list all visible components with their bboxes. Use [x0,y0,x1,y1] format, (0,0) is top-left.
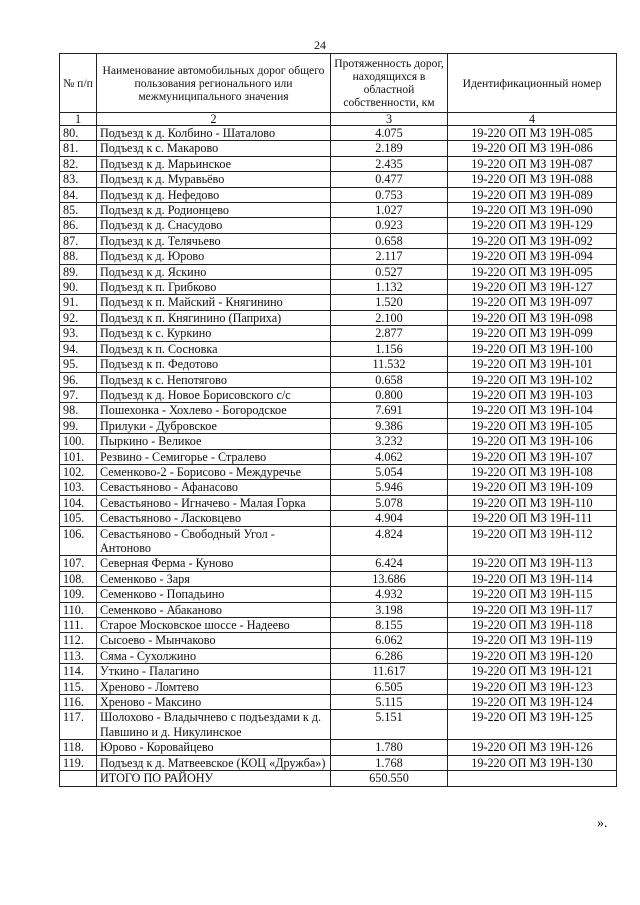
road-length: 11.532 [331,357,448,372]
table-row [60,464,617,479]
road-ident: 19-220 ОП МЗ 19Н-110 [448,495,617,510]
road-length: 7.691 [331,403,448,418]
road-name: Подъезд к д. Новое Борисовского с/с [97,387,331,402]
road-ident: 19-220 ОП МЗ 19Н-119 [448,633,617,648]
road-name: Подъезд к д. Нефедово [97,187,331,202]
road-length: 1.768 [331,755,448,770]
road-length: 1.780 [331,740,448,755]
row-number: 115. [60,679,97,694]
road-name: Севастьяново - Ласковцево [97,511,331,526]
row-number: 114. [60,664,97,679]
road-name: Сысоево - Мынчаково [97,633,331,648]
road-name: Подъезд к д. Юрово [97,249,331,264]
road-ident: 19-220 ОП МЗ 19Н-087 [448,156,617,171]
table-row [60,571,617,586]
road-length: 2.189 [331,141,448,156]
table-row [60,233,617,248]
road-name: Семенково - Абаканово [97,602,331,617]
road-length: 5.078 [331,495,448,510]
road-ident: 19-220 ОП МЗ 19Н-130 [448,755,617,770]
row-number: 95. [60,357,97,372]
road-length: 0.658 [331,233,448,248]
road-ident: 19-220 ОП МЗ 19Н-121 [448,664,617,679]
table-row [60,449,617,464]
table-row [60,755,617,770]
road-length: 4.075 [331,126,448,141]
total-length: 650.550 [331,771,448,787]
header-length: Протяженность дорог, находящихся в областной собственности, км [331,54,448,113]
road-length: 0.923 [331,218,448,233]
road-length: 1.027 [331,203,448,218]
road-length: 4.062 [331,449,448,464]
road-name: Подъезд к с. Макарово [97,141,331,156]
row-number: 99. [60,418,97,433]
road-ident: 19-220 ОП МЗ 19Н-106 [448,434,617,449]
header-num: № п/п [60,54,97,113]
row-number: 107. [60,556,97,571]
road-ident: 19-220 ОП МЗ 19Н-104 [448,403,617,418]
table-row [60,434,617,449]
road-length: 2.435 [331,156,448,171]
road-ident: 19-220 ОП МЗ 19Н-120 [448,648,617,663]
total-label: ИТОГО ПО РАЙОНУ [97,771,331,787]
road-ident: 19-220 ОП МЗ 19Н-102 [448,372,617,387]
table-row [60,249,617,264]
road-length: 5.151 [331,710,448,740]
table-row [60,495,617,510]
row-number: 101. [60,449,97,464]
road-name: Подъезд к п. Княгинино (Паприха) [97,310,331,325]
road-name: Подъезд к д. Телячьево [97,233,331,248]
table-row [60,526,617,556]
road-ident: 19-220 ОП МЗ 19Н-105 [448,418,617,433]
row-number: 94. [60,341,97,356]
table-row [60,187,617,202]
road-name: Подъезд к д. Яскино [97,264,331,279]
table-row [60,418,617,433]
road-name: Подъезд к д. Матвеевское (КОЦ «Дружба») [97,755,331,770]
table-row [60,172,617,187]
row-number: 104. [60,495,97,510]
table-row [60,556,617,571]
road-ident: 19-220 ОП МЗ 19Н-117 [448,602,617,617]
row-number: 109. [60,587,97,602]
row-number: 90. [60,280,97,295]
row-number: 81. [60,141,97,156]
road-name: Семенково-2 - Борисово - Междуречье [97,464,331,479]
road-name: Пыркино - Великое [97,434,331,449]
road-ident: 19-220 ОП МЗ 19Н-108 [448,464,617,479]
road-length: 0.477 [331,172,448,187]
road-length: 2.877 [331,326,448,341]
table-row [60,264,617,279]
road-name: Подъезд к п. Майский - Княгинино [97,295,331,310]
road-ident: 19-220 ОП МЗ 19Н-098 [448,310,617,325]
road-name: Уткино - Палагино [97,664,331,679]
table-row [60,695,617,710]
road-name: Подъезд к п. Федотово [97,357,331,372]
row-number: 87. [60,233,97,248]
row-number: 92. [60,310,97,325]
road-name: Хреново - Ломтево [97,679,331,694]
road-ident: 19-220 ОП МЗ 19Н-100 [448,341,617,356]
row-number: 117. [60,710,97,740]
row-number: 85. [60,203,97,218]
road-ident: 19-220 ОП МЗ 19Н-127 [448,280,617,295]
road-ident: 19-220 ОП МЗ 19Н-125 [448,710,617,740]
road-name: Севастьяново - Свободный Угол - Антоново [97,526,331,556]
table-row [60,740,617,755]
table-row [60,295,617,310]
road-length: 0.527 [331,264,448,279]
road-name: Подъезд к п. Сосновка [97,341,331,356]
row-number: 82. [60,156,97,171]
road-name: Севастьяново - Игначево - Малая Горка [97,495,331,510]
table-row [60,341,617,356]
row-number: 118. [60,740,97,755]
road-length: 6.424 [331,556,448,571]
row-number: 98. [60,403,97,418]
road-length: 2.117 [331,249,448,264]
table-row [60,203,617,218]
total-num-cell [60,771,97,787]
road-length: 8.155 [331,618,448,633]
road-ident: 19-220 ОП МЗ 19Н-101 [448,357,617,372]
total-ident-cell [448,771,617,787]
road-ident: 19-220 ОП МЗ 19Н-115 [448,587,617,602]
road-length: 5.054 [331,464,448,479]
road-length: 4.824 [331,526,448,556]
header-ident: Идентификационный номер [448,54,617,113]
row-number: 80. [60,126,97,141]
row-number: 84. [60,187,97,202]
road-name: Подъезд к д. Снасудово [97,218,331,233]
row-number: 83. [60,172,97,187]
row-number: 88. [60,249,97,264]
road-ident: 19-220 ОП МЗ 19Н-089 [448,187,617,202]
road-length: 6.062 [331,633,448,648]
table-row [60,633,617,648]
table-row [60,602,617,617]
header-name: Наименование автомобильных дорог общего пользования регионального или межмуниципального значения [97,54,331,113]
road-ident: 19-220 ОП МЗ 19Н-103 [448,387,617,402]
road-ident: 19-220 ОП МЗ 19Н-114 [448,571,617,586]
table-row [60,126,617,141]
table-row [60,648,617,663]
total-row [60,771,617,787]
road-name: Шолохово - Владычнево с подъездами к д. Павшино и д. Никулинское [97,710,331,740]
table-row [60,403,617,418]
table-row [60,710,617,740]
row-number: 97. [60,387,97,402]
row-number: 86. [60,218,97,233]
road-ident: 19-220 ОП МЗ 19Н-086 [448,141,617,156]
road-length: 5.115 [331,695,448,710]
road-ident: 19-220 ОП МЗ 19Н-107 [448,449,617,464]
table-row [60,618,617,633]
road-ident: 19-220 ОП МЗ 19Н-095 [448,264,617,279]
road-name: Подъезд к д. Марьинское [97,156,331,171]
row-number: 111. [60,618,97,633]
row-number: 100. [60,434,97,449]
row-number: 119. [60,755,97,770]
road-length: 13.686 [331,571,448,586]
table-row [60,372,617,387]
road-length: 1.520 [331,295,448,310]
road-name: Подъезд к д. Родионцево [97,203,331,218]
road-length: 0.800 [331,387,448,402]
table-header-row [60,54,617,113]
road-name: Подъезд к с. Куркино [97,326,331,341]
road-name: Семенково - Попадьино [97,587,331,602]
row-number: 106. [60,526,97,556]
road-ident: 19-220 ОП МЗ 19Н-097 [448,295,617,310]
road-length: 0.753 [331,187,448,202]
table-row [60,156,617,171]
column-numbers-row [60,113,617,126]
road-length: 6.286 [331,648,448,663]
table-row [60,480,617,495]
road-name: Хреново - Максино [97,695,331,710]
road-ident: 19-220 ОП МЗ 19Н-099 [448,326,617,341]
road-ident: 19-220 ОП МЗ 19Н-124 [448,695,617,710]
table-row [60,679,617,694]
column-number: 1 [60,113,97,126]
row-number: 103. [60,480,97,495]
table-row [60,511,617,526]
row-number: 113. [60,648,97,663]
road-ident: 19-220 ОП МЗ 19Н-111 [448,511,617,526]
road-name: Старое Московское шоссе - Надеево [97,618,331,633]
road-name: Семенково - Заря [97,571,331,586]
road-length: 1.132 [331,280,448,295]
road-ident: 19-220 ОП МЗ 19Н-112 [448,526,617,556]
table-body [60,126,617,771]
row-number: 93. [60,326,97,341]
road-length: 9.386 [331,418,448,433]
row-number: 91. [60,295,97,310]
table-row [60,387,617,402]
road-name: Подъезд к п. Грибково [97,280,331,295]
table-row [60,357,617,372]
row-number: 89. [60,264,97,279]
row-number: 112. [60,633,97,648]
road-name: Подъезд к д. Муравьёво [97,172,331,187]
road-name: Прилуки - Дубровское [97,418,331,433]
column-number: 3 [331,113,448,126]
road-length: 3.198 [331,602,448,617]
road-name: Северная Ферма - Куново [97,556,331,571]
table-row [60,326,617,341]
road-ident: 19-220 ОП МЗ 19Н-126 [448,740,617,755]
row-number: 116. [60,695,97,710]
road-length: 6.505 [331,679,448,694]
road-ident: 19-220 ОП МЗ 19Н-088 [448,172,617,187]
road-length: 3.232 [331,434,448,449]
table-row [60,310,617,325]
column-number: 4 [448,113,617,126]
road-name: Подъезд к с. Непотягово [97,372,331,387]
road-ident: 19-220 ОП МЗ 19Н-129 [448,218,617,233]
road-length: 0.658 [331,372,448,387]
road-length: 4.904 [331,511,448,526]
row-number: 110. [60,602,97,617]
roads-table [59,53,617,787]
road-ident: 19-220 ОП МЗ 19Н-085 [448,126,617,141]
road-ident: 19-220 ОП МЗ 19Н-094 [448,249,617,264]
road-length: 4.932 [331,587,448,602]
road-name: Резвино - Семигорье - Стралево [97,449,331,464]
table-row [60,141,617,156]
road-name: Севастьяново - Афанасово [97,480,331,495]
page-number: 24 [314,38,326,52]
row-number: 102. [60,464,97,479]
table-row [60,218,617,233]
road-ident: 19-220 ОП МЗ 19Н-118 [448,618,617,633]
road-length: 1.156 [331,341,448,356]
column-number: 2 [97,113,331,126]
row-number: 96. [60,372,97,387]
road-name: Юрово - Коровайцево [97,740,331,755]
table-row [60,664,617,679]
road-name: Сяма - Сухолжино [97,648,331,663]
table-row [60,280,617,295]
road-name: Подъезд к д. Колбино - Шаталово [97,126,331,141]
road-ident: 19-220 ОП МЗ 19Н-113 [448,556,617,571]
table-row [60,587,617,602]
road-length: 11.617 [331,664,448,679]
road-ident: 19-220 ОП МЗ 19Н-090 [448,203,617,218]
road-length: 2.100 [331,310,448,325]
closing-quote-mark: ». [597,816,608,831]
row-number: 108. [60,571,97,586]
road-ident: 19-220 ОП МЗ 19Н-109 [448,480,617,495]
road-name: Пошехонка - Хохлево - Богородское [97,403,331,418]
road-ident: 19-220 ОП МЗ 19Н-092 [448,233,617,248]
row-number: 105. [60,511,97,526]
road-ident: 19-220 ОП МЗ 19Н-123 [448,679,617,694]
road-length: 5.946 [331,480,448,495]
